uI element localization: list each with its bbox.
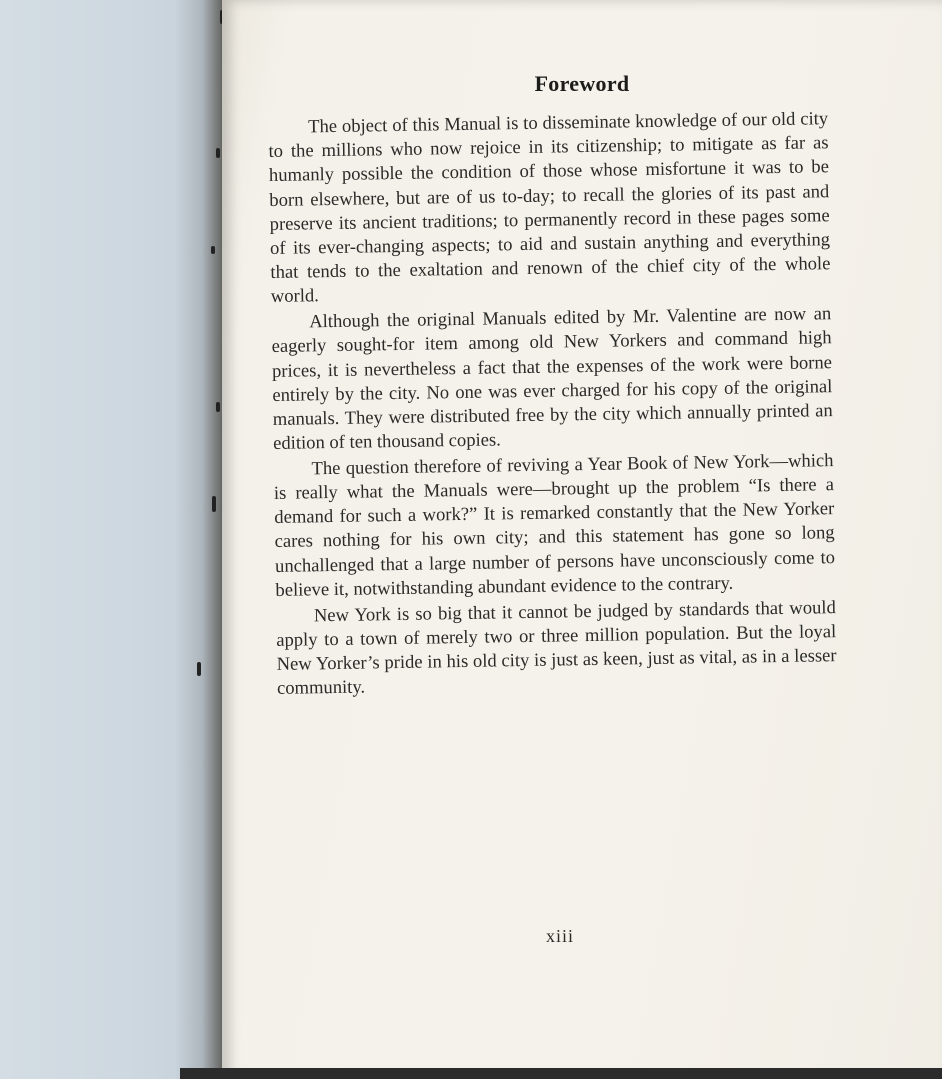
page-edge-mark xyxy=(216,402,220,412)
page-number: xiii xyxy=(545,926,574,946)
paragraph: Although the original Manuals edited by Mr. Valentine are now an eagerly sought-for item among old New Yorkers and command high prices, it is nevertheless a fact that the expenses of the work were borne entirely by the city. No one was ever charged for his copy of the original manuals. They were distributed free by the city which annually printed an edition of ten thousand copies. xyxy=(271,303,833,455)
book-page xyxy=(222,0,942,1079)
paragraph: New York is so big that it cannot be judged by standards that would apply to a town of merely two or three million population. But the loyal New Yorker’s pride in his old city is just as keen, just as vital, as in a lesser community. xyxy=(276,596,837,700)
paragraph: The question therefore of reviving a Year Book of New York—which is really what the Manuals were—brought up the problem “Is there a demand for such a work?” It is remarked constantly that the New Yorker cares nothing for his own city; and this statement has gone so long unchallenged that a large number of persons have unconsciously come to believe it, notwithstanding abundant evidence to the contrary. xyxy=(273,450,836,601)
page-title: Foreword xyxy=(534,71,630,96)
page-edge-mark xyxy=(212,496,216,512)
page-edge-mark xyxy=(197,662,201,676)
page-edge-mark xyxy=(216,148,220,158)
page-bottom-edge xyxy=(180,1068,942,1079)
foreword-body xyxy=(268,107,837,703)
page-edge-mark xyxy=(211,246,215,254)
paragraph: The object of this Manual is to disseminate knowledge of our old city to the millions who now rejoice in its citizenship; to mitigate as far as humanly possible the condition of those whose misfortune it was to be born elsewhere, but are of us to-day; to recall the glories of its past and preserve its ancient traditions; to permanently record in these pages some of its ever-changing aspects; to aid and sustain anything and everything that tends to the exaltation and renown of the chief city of the whole world. xyxy=(268,108,831,308)
